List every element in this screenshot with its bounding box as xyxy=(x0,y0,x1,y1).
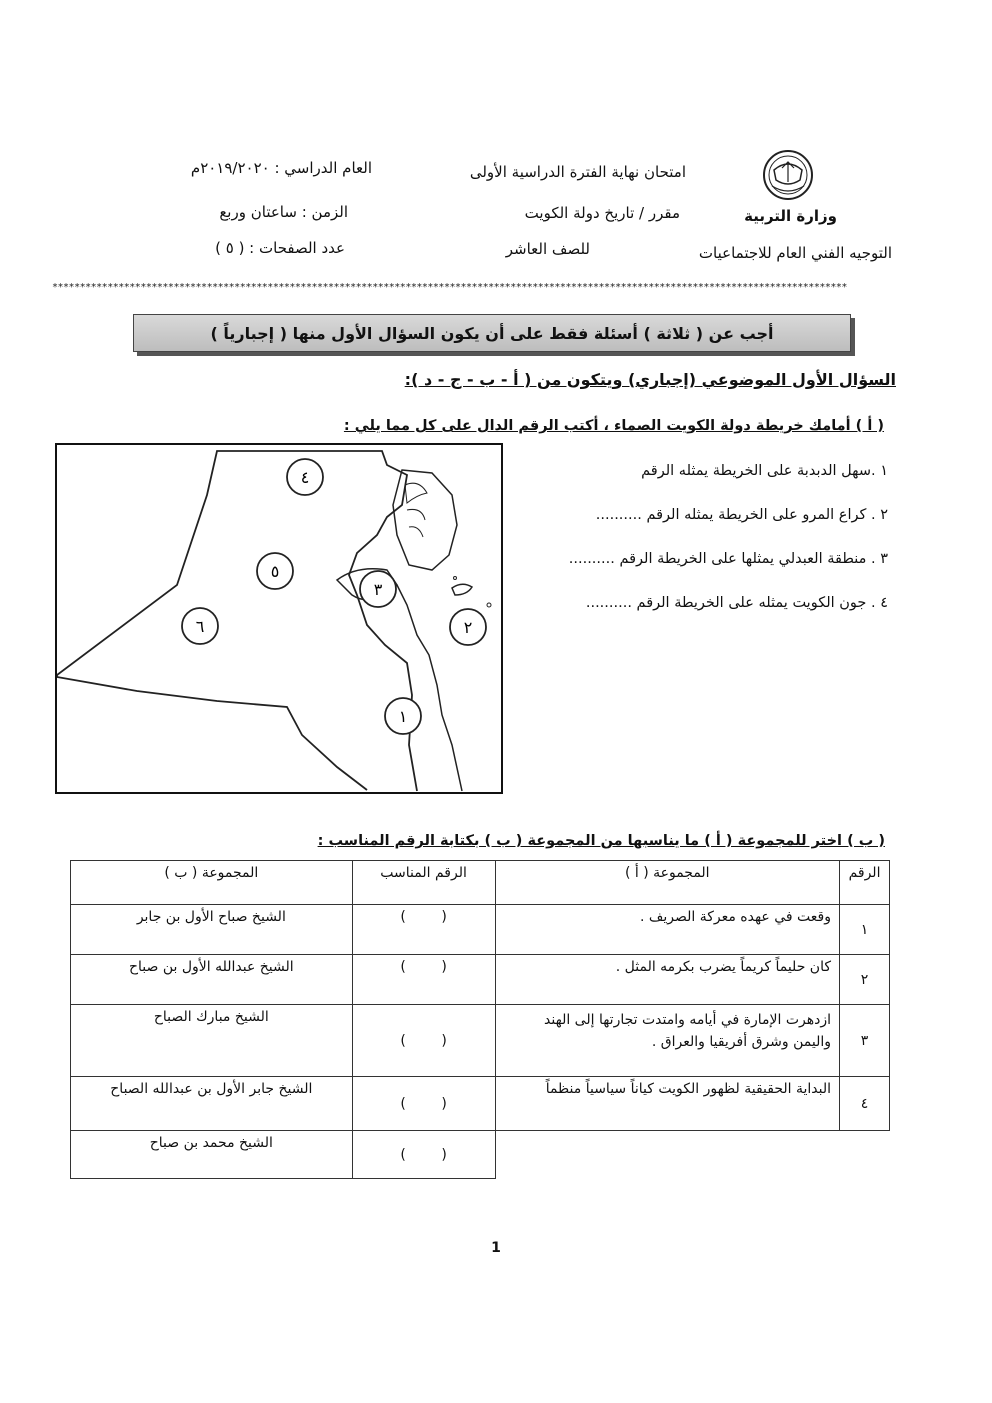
group-a-item: ازدهرت الإمارة في أيامه وامتدت تجارتها إلى الهند واليمن وشرق أفريقيا والعراق . xyxy=(495,1005,840,1077)
map-marker-3-label: ٣ xyxy=(373,580,383,599)
exam-title: امتحان نهاية الفترة الدراسية الأولى xyxy=(469,163,686,181)
kuwait-map-drawing xyxy=(57,445,501,792)
map-marker-2 xyxy=(450,609,486,645)
group-a-item: كان حليماً كريماً يضرب بكرمه المثل . xyxy=(495,955,840,1005)
map-marker-6 xyxy=(182,608,218,644)
map-question-4: ٤ . جون الكويت يمثله على الخريطة الرقم .......... xyxy=(585,595,888,611)
group-b-item: الشيخ مبارك الصباح xyxy=(71,1005,353,1077)
table-row xyxy=(71,955,890,1005)
answer-field[interactable]: ( ) xyxy=(352,905,495,955)
instruction-text: أجب عن ( ثلاثة ) أسئلة فقط على أن يكون السؤال الأول منها ( إجبارياً ) xyxy=(210,323,774,343)
table-row xyxy=(71,905,890,955)
answer-field[interactable]: ( ) xyxy=(352,1005,495,1077)
separator-line: ************************************************************************************************************************************************ xyxy=(52,282,847,293)
map-marker-5 xyxy=(257,553,293,589)
map-marker-6-label: ٦ xyxy=(195,617,205,636)
header-group-a: المجموعة ( أ ) xyxy=(495,861,840,905)
group-b-item: الشيخ عبدالله الأول بن صباح xyxy=(71,955,353,1005)
map-marker-4-label: ٤ xyxy=(300,468,310,487)
page-number: 1 xyxy=(491,1240,501,1256)
group-b-item: الشيخ محمد بن صباح xyxy=(71,1131,353,1179)
table-row xyxy=(71,1077,890,1131)
table-header-row xyxy=(71,861,890,905)
map-question-3: ٣ . منطقة العبدلي يمثلها على الخريطة الرقم .......... xyxy=(568,551,888,567)
ministry-name: وزارة التربية xyxy=(744,207,837,225)
map-marker-1-label: ١ xyxy=(398,707,408,726)
row-number: ٢ xyxy=(840,955,890,1005)
map-question-2: ٢ . كراع المرو على الخريطة يمثله الرقم .......... xyxy=(595,507,888,523)
answer-field[interactable]: ( ) xyxy=(352,1077,495,1131)
header-answer: الرقم المناسب xyxy=(352,861,495,905)
exam-duration: الزمن : ساعتان وربع xyxy=(219,203,348,221)
map-marker-4 xyxy=(287,459,323,495)
group-b-item: الشيخ صباح الأول بن جابر xyxy=(71,905,353,955)
matching-table xyxy=(70,860,890,1179)
map-marker-2-label: ٢ xyxy=(463,618,473,637)
map-marker-5-label: ٥ xyxy=(270,562,280,581)
group-a-item: البداية الحقيقية لظهور الكويت كياناً سياسياً منظماً xyxy=(495,1077,840,1131)
course-name: مقرر / تاريخ دولة الكويت xyxy=(524,204,680,222)
academic-year: العام الدراسي : ٢٠١٩/٢٠٢٠م xyxy=(190,159,372,177)
row-number: ٤ xyxy=(840,1077,890,1131)
grade-label: للصف العاشر xyxy=(505,240,590,258)
answer-field[interactable]: ( ) xyxy=(352,955,495,1005)
map-marker-1 xyxy=(385,698,421,734)
instruction-banner xyxy=(133,314,851,352)
group-a-item: وقعت في عهده معركة الصريف . xyxy=(495,905,840,955)
part-b-title: ( ب ) اختر للمجموعة ( أ ) ما يناسبها من المجموعة ( ب ) بكتابة الرقم المناسب : xyxy=(317,833,885,849)
group-b-item: الشيخ جابر الأول بن عبدالله الصباح xyxy=(71,1077,353,1131)
header-group-b: المجموعة ( ب ) xyxy=(71,861,353,905)
table-row-extra xyxy=(71,1131,890,1179)
header-number: الرقم xyxy=(840,861,890,905)
question1-title: السؤال الأول الموضوعي (إجباري) ويتكون من ( أ - ب - ج - د ): xyxy=(404,370,896,389)
department-name: التوجيه الفني العام للاجتماعيات xyxy=(698,244,892,262)
map-marker-3 xyxy=(360,571,396,607)
part-a-title: ( أ ) أمامك خريطة دولة الكويت الصماء ، أكتب الرقم الدال على كل مما يلي : xyxy=(343,418,884,434)
ministry-emblem-icon xyxy=(760,148,816,202)
table-row xyxy=(71,1005,890,1077)
row-number: ١ xyxy=(840,905,890,955)
pages-count: عدد الصفحات : ( ٥ ) xyxy=(215,239,345,257)
map-question-1: ١ .سهل الدبدبة على الخريطة يمثله الرقم xyxy=(641,463,888,479)
kuwait-map xyxy=(55,443,503,794)
answer-field[interactable]: ( ) xyxy=(352,1131,495,1179)
row-number: ٣ xyxy=(840,1005,890,1077)
